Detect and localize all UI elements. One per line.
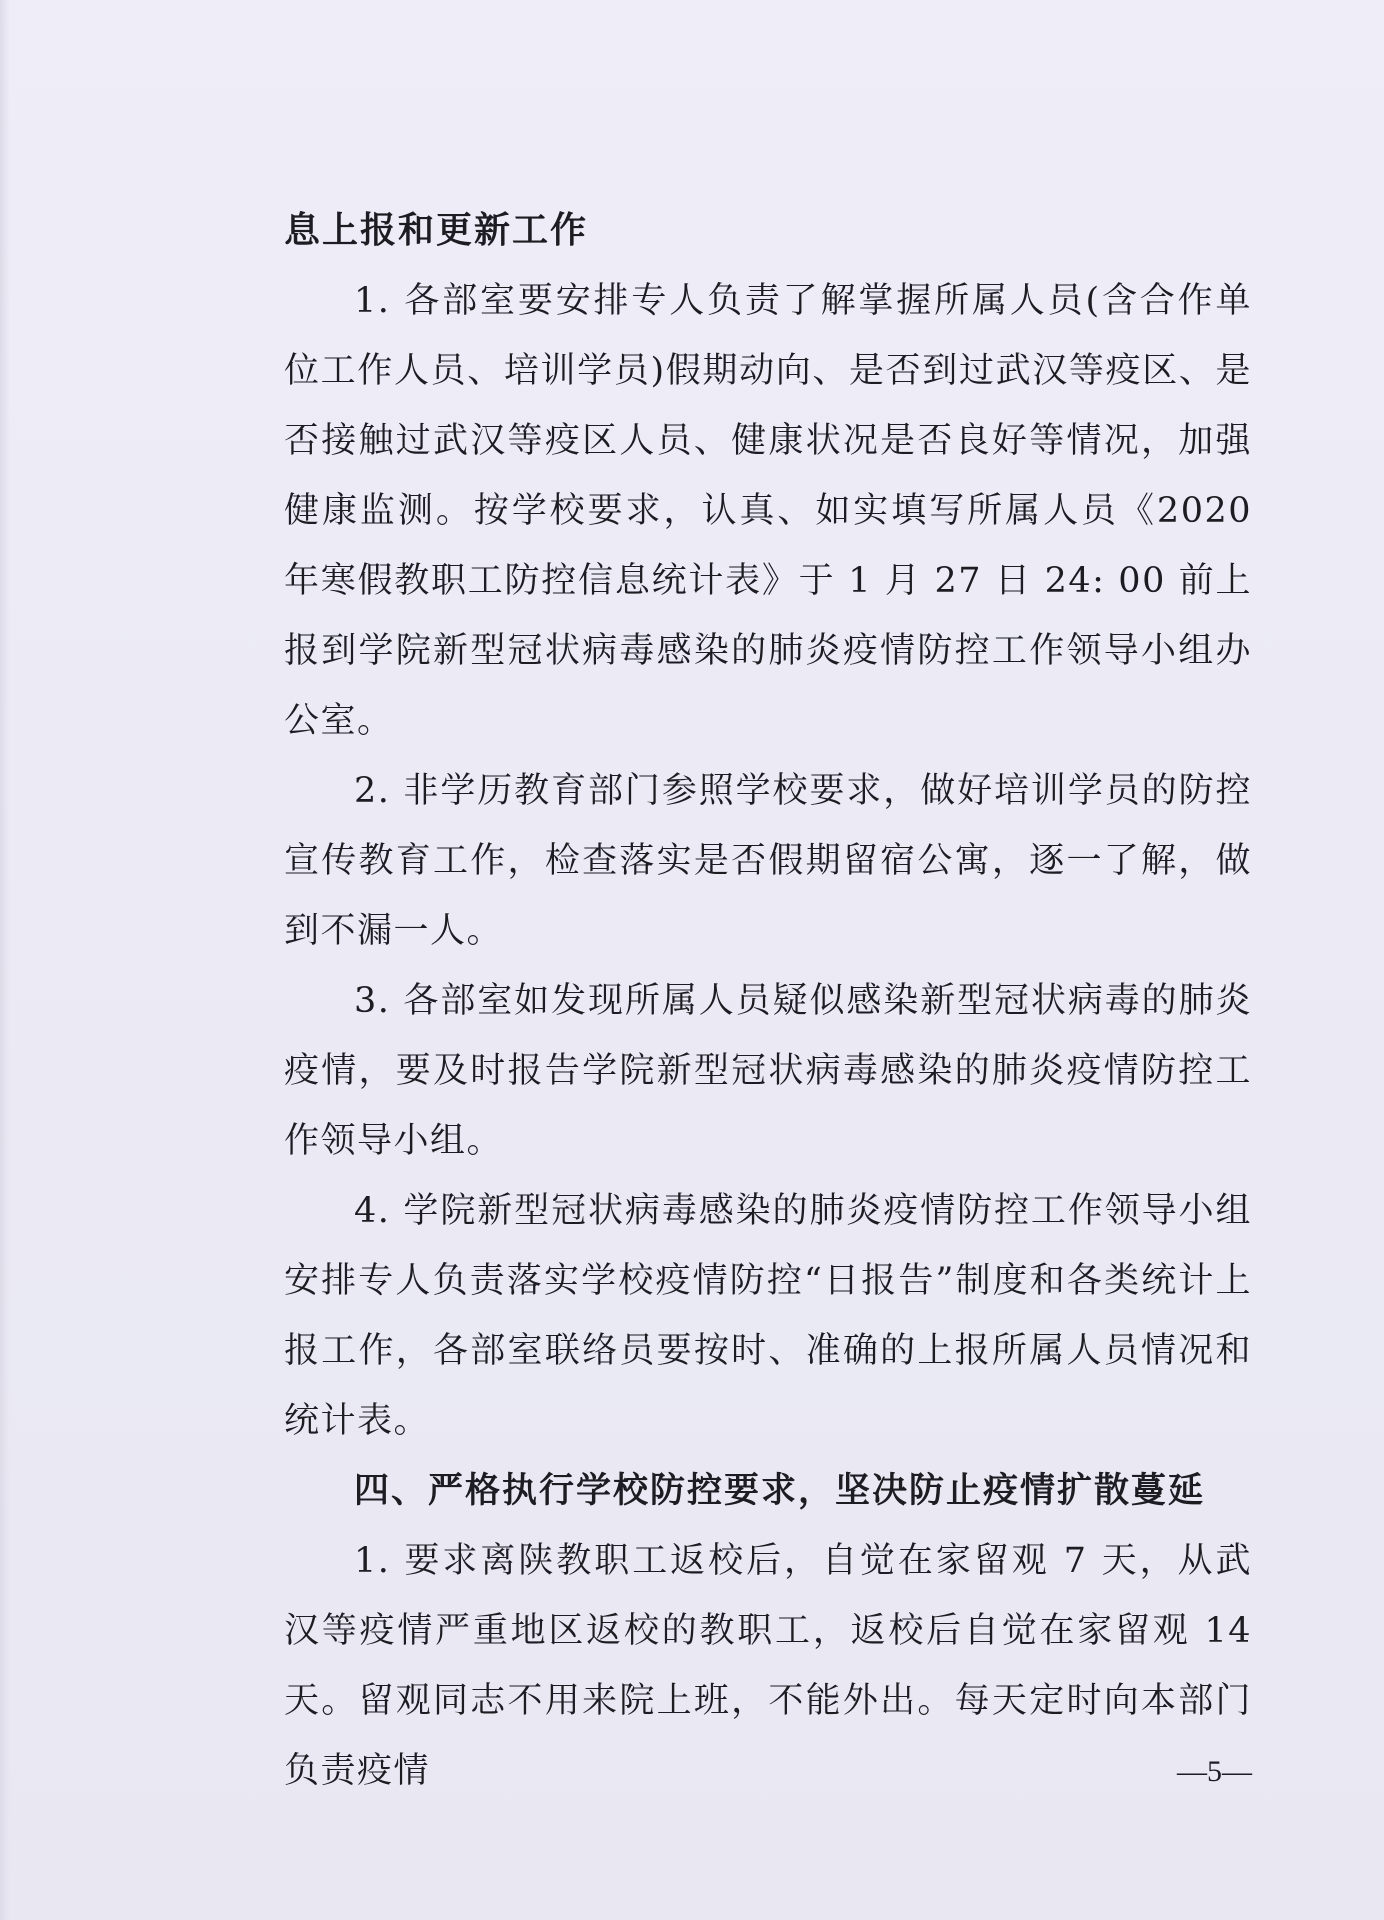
- paragraph-item-1: 1. 各部室要安排专人负责了解掌握所属人员(含合作单位工作人员、培训学员)假期动向、是否到过武汉等疫区、是否接触过武汉等疫区人员、健康状况是否良好等情况，加强健康监测。按学校要求，认真、如实填写所属人员《2020 年寒假教职工防控信息统计表》于 1 月 27 日 24: 00 前上报到学院新型冠状病毒感染的肺炎疫情防控工作领导小组办公室。: [284, 281, 1252, 741]
- page-number: —5—: [1177, 1755, 1252, 1788]
- paragraph-item-3: 3. 各部室如发现所属人员疑似感染新型冠状病毒的肺炎疫情，要及时报告学院新型冠状病毒感染的肺炎疫情防控工作领导小组。: [284, 981, 1252, 1161]
- scan-edge: [0, 0, 10, 1920]
- section-paragraph-item-1: 1. 要求离陕教职工返校后，自觉在家留观 7 天，从武汉等疫情严重地区返校的教职工，返校后自觉在家留观 14 天。留观同志不用来院上班，不能外出。每天定时向本部门负责疫情: [284, 1541, 1252, 1791]
- paragraph-item-4: 4. 学院新型冠状病毒感染的肺炎疫情防控工作领导小组安排专人负责落实学校疫情防控“日报告”制度和各类统计上报工作，各部室联络员要按时、准确的上报所属人员情况和统计表。: [284, 1191, 1252, 1441]
- section-heading-4: 四、严格执行学校防控要求，坚决防止疫情扩散蔓延: [354, 1471, 1206, 1511]
- document-body: [284, 196, 1252, 1806]
- section-heading-continuation: 息上报和更新工作: [284, 210, 589, 251]
- paragraph-item-2: 2. 非学历教育部门参照学校要求，做好培训学员的防控宣传教育工作，检查落实是否假期留宿公寓，逐一了解，做到不漏一人。: [284, 771, 1252, 951]
